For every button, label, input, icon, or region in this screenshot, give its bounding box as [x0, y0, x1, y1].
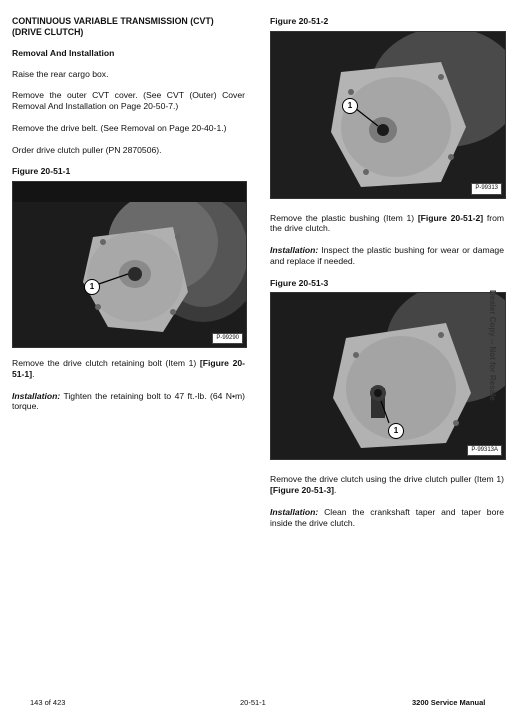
step-text: Remove the drive clutch using the drive clutch puller (Item 1)	[270, 474, 504, 485]
figure-reference: [Figure 20-51-1]	[12, 358, 245, 379]
step-order-puller: Order drive clutch puller (PN 2870506).	[12, 144, 162, 155]
installation-note-2	[270, 245, 504, 266]
figure-reference: [Figure 20-51-3]	[270, 485, 334, 496]
step-remove-drive-belt: Remove the drive belt. (See Removal on Page 20-40-1.)	[12, 122, 227, 133]
figure-1-code: P-99290	[212, 333, 243, 345]
installation-label: Installation:	[270, 506, 319, 517]
step-remove-drive-clutch	[270, 474, 504, 495]
left-column	[12, 16, 245, 423]
installation-text: Inspect the plastic bushing for wear or damage and replace if needed.	[270, 245, 504, 266]
figure-2-code: P-99313	[471, 183, 502, 195]
step-raise-cargo-box: Raise the rear cargo box.	[12, 68, 109, 79]
right-column	[270, 16, 504, 539]
figure-1-photo	[12, 181, 247, 348]
figure-reference: [Figure 20-51-2]	[417, 212, 484, 223]
step-text-end: .	[334, 485, 337, 496]
step-remove-bushing	[270, 213, 504, 234]
installation-text: Tighten the retaining bolt to 47 ft.-lb. (64 N•m) torque.	[12, 390, 245, 412]
removal-subhead: Removal And Installation	[12, 47, 115, 58]
figure-2-photo	[270, 31, 506, 199]
installation-label: Installation:	[270, 245, 319, 256]
manual-title: 3200 Service Manual	[412, 698, 486, 707]
step-remove-cvt-cover: Remove the outer CVT cover. (See CVT (Outer) Cover Removal And Installation on Page 20-50-7.)	[12, 90, 245, 112]
step-text: Remove the plastic bushing (Item 1)	[270, 212, 418, 223]
figure-1-callout: 1	[84, 279, 100, 295]
step-remove-retaining-bolt	[12, 358, 245, 379]
step-text: Remove the drive clutch retaining bolt (Item 1)	[12, 358, 200, 369]
step-text-end: from the drive clutch.	[270, 212, 505, 234]
page-number: 20-51-1	[240, 698, 266, 707]
figure-3-label: Figure 20-51-3	[270, 277, 329, 288]
watermark-side-text: Dealer Copy -- Not for Resale	[488, 290, 497, 401]
installation-text: Clean the crankshaft taper and taper bore inside the drive clutch.	[270, 506, 504, 528]
figure-3-photo	[270, 292, 506, 460]
installation-note-1	[12, 391, 245, 412]
figure-3-code: P-99313A	[467, 445, 502, 457]
page-count: 143 of 423	[30, 698, 66, 707]
installation-note-3	[270, 507, 504, 528]
figure-2-label: Figure 20-51-2	[270, 16, 329, 26]
figure-3-callout: 1	[388, 423, 404, 439]
installation-label: Installation:	[12, 390, 61, 401]
figure-1-label: Figure 20-51-1	[12, 166, 71, 177]
step-text-end: .	[32, 368, 35, 379]
figure-2-callout: 1	[342, 98, 358, 114]
section-title: CONTINUOUS VARIABLE TRANSMISSION (CVT) (DRIVE CLUTCH)	[12, 16, 214, 37]
